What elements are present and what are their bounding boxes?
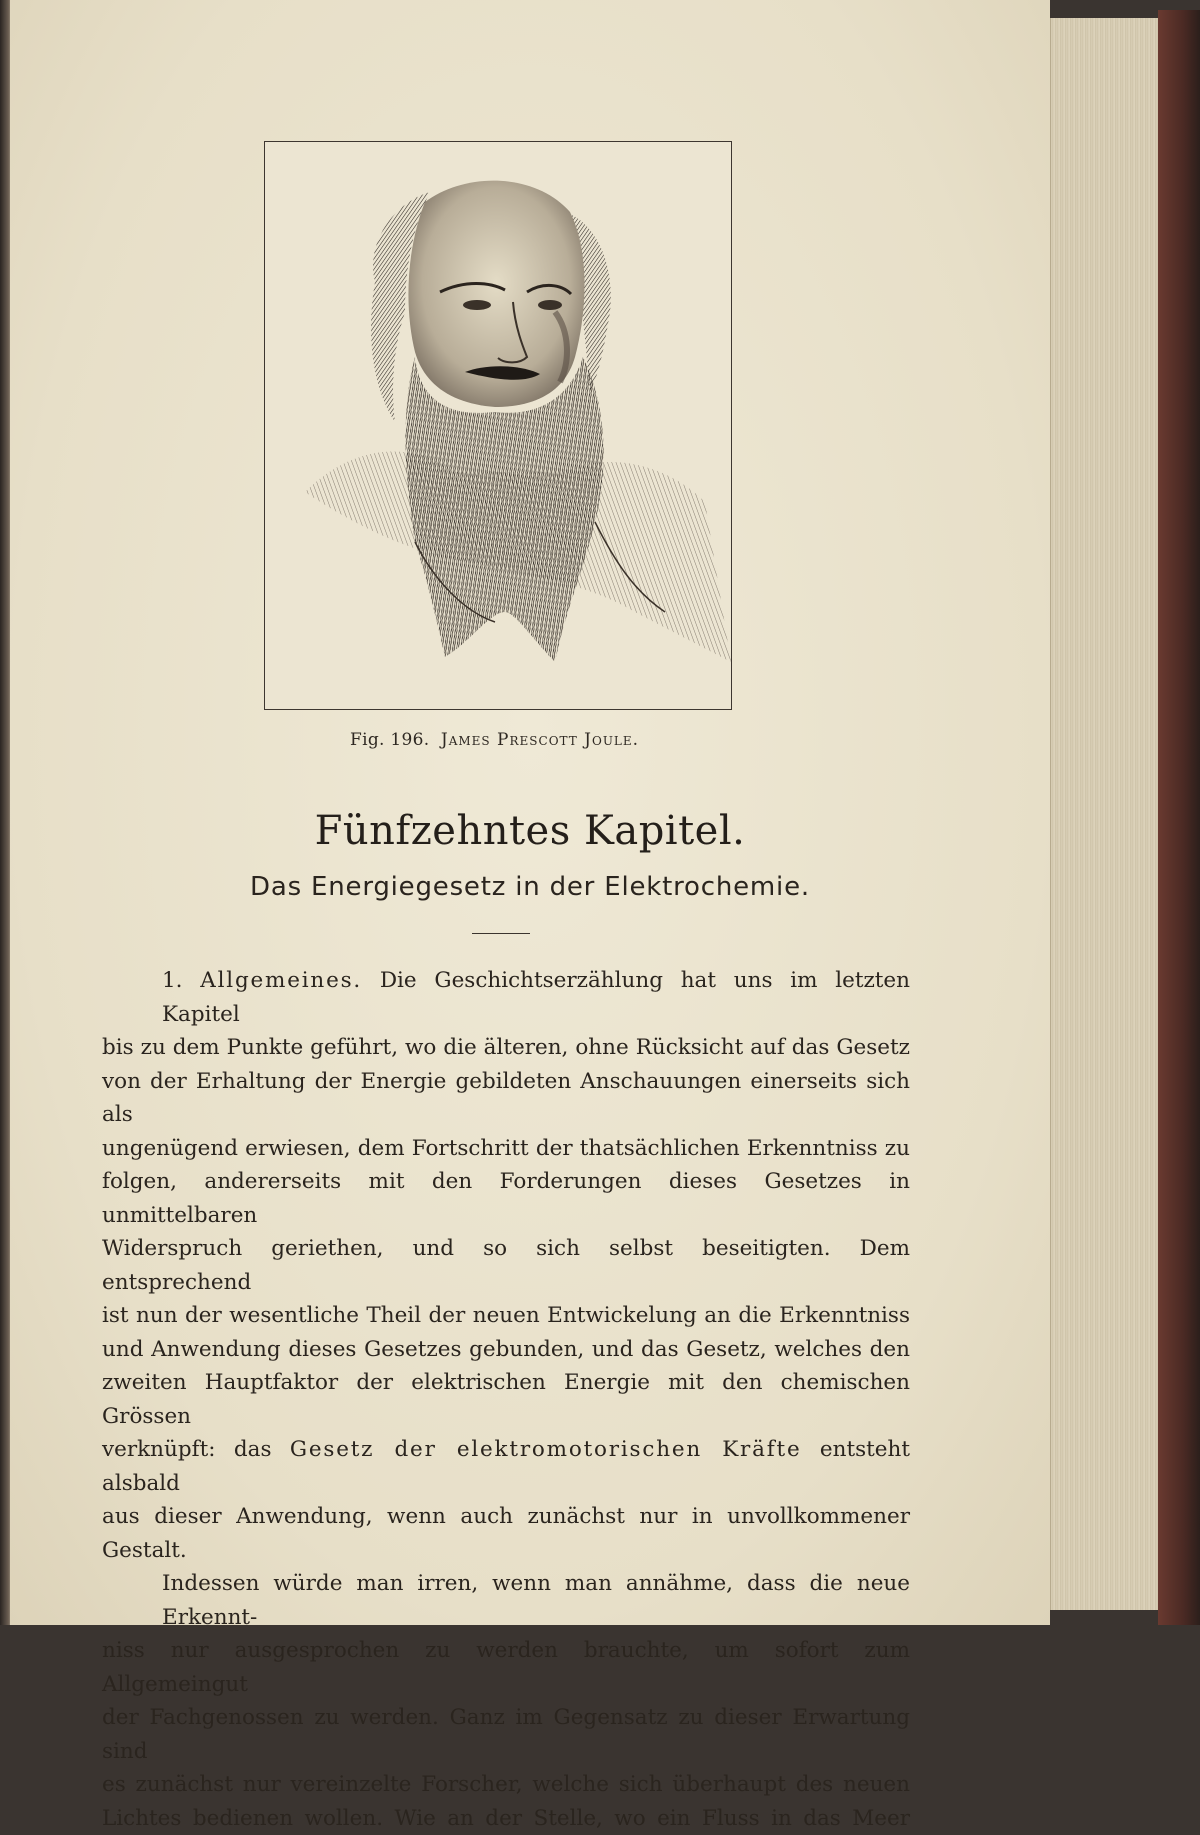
text-line: niss nur ausgesprochen zu werden brauchte, um sofort zum Allgemeingut	[102, 1634, 910, 1701]
text-line: ist nun der wesentliche Theil der neuen Entwickelung an die Erkenntniss	[102, 1299, 910, 1333]
text-segment: verknüpft: das	[102, 1437, 271, 1462]
text-segment: entsteht alsbald	[102, 1437, 910, 1496]
text-line: der Fachgenossen zu werden. Ganz im Gegensatz zu dieser Erwartung sind	[102, 1701, 910, 1768]
figure-number: Fig. 196.	[350, 730, 429, 750]
text-line: folgen, andererseits mit den Forderungen dieses Gesetzes in unmittelbaren	[102, 1165, 910, 1232]
text-line: Widerspruch geriethen, und so sich selbst beseitigten. Dem entsprechend	[102, 1232, 910, 1299]
text-line: bis zu dem Punkte geführt, wo die älteren, ohne Rücksicht auf das Gesetz	[102, 1031, 910, 1065]
book-cover	[1158, 10, 1200, 1625]
text-line: von der Erhaltung der Energie gebildeten Anschauungen einerseits sich als	[102, 1065, 910, 1132]
book-page	[10, 0, 1050, 1625]
text-line: Indessen würde man irren, wenn man annähme, dass die neue Erkennt-	[102, 1567, 910, 1634]
text-line: Lichtes bedienen wollen. Wie an der Stelle, wo ein Fluss in das Meer	[102, 1802, 910, 1835]
text-line: und Anwendung dieses Gesetzes gebunden, und das Gesetz, welches den	[102, 1333, 910, 1367]
text-line: zweiten Hauptfaktor der elektrischen Energie mit den chemischen Grössen	[102, 1366, 910, 1433]
section-heading: Allgemeines.	[200, 968, 362, 993]
section-number: 1.	[162, 968, 183, 993]
text-line	[102, 964, 910, 1031]
chapter-subtitle: Das Energiegesetz in der Elektrochemie.	[10, 872, 1050, 902]
body-text	[102, 964, 910, 1835]
section-divider	[472, 933, 530, 934]
page-stack-edge	[1050, 18, 1159, 1610]
emphasized-phrase: Gesetz der elektromotorischen Kräfte	[290, 1437, 802, 1462]
figure-name: James Prescott Joule.	[441, 730, 639, 750]
text-segment: Die Geschichtserzählung hat uns im letzten Kapitel	[162, 968, 910, 1027]
figure-frame	[264, 141, 732, 710]
portrait-engraving	[265, 142, 731, 709]
text-line: ungenügend erwiesen, dem Fortschritt der thatsächlichen Erkenntniss zu	[102, 1132, 910, 1166]
chapter-title: Fünfzehntes Kapitel.	[10, 808, 1050, 854]
figure-caption	[350, 730, 750, 750]
text-line: aus dieser Anwendung, wenn auch zunächst nur in unvollkommener Gestalt.	[102, 1500, 910, 1567]
text-line: es zunächst nur vereinzelte Forscher, welche sich überhaupt des neuen	[102, 1768, 910, 1802]
text-line	[102, 1433, 910, 1500]
